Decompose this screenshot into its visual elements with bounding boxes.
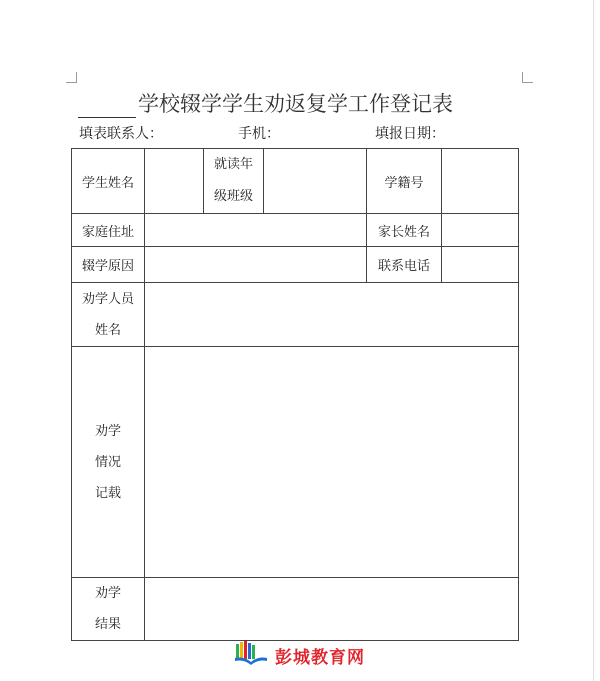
table-row	[72, 149, 519, 214]
open-book-icon	[233, 640, 269, 670]
crop-mark-top-left	[66, 72, 77, 83]
table-row	[72, 283, 519, 347]
record-label-line1: 劝学	[94, 423, 121, 439]
form-title-text: 学校辍学学生劝返复学工作登记表	[138, 92, 453, 116]
dropout-reason-field[interactable]	[145, 247, 367, 283]
result-label	[72, 578, 145, 641]
student-id-field[interactable]	[442, 149, 519, 214]
contact-phone-field[interactable]	[442, 247, 519, 283]
phone-label: 手机：	[238, 126, 280, 142]
dropout-reason-label: 辍学原因	[72, 247, 145, 283]
table-row	[72, 578, 519, 641]
class-field[interactable]	[264, 149, 367, 214]
parent-name-label: 家长姓名	[367, 214, 442, 247]
logo-text: 彭城教育网	[275, 647, 365, 668]
address-label: 家庭住址	[72, 214, 145, 247]
parent-name-field[interactable]	[442, 214, 519, 247]
class-label	[204, 149, 264, 214]
class-label-line2: 级班级	[213, 189, 253, 204]
table-row	[72, 214, 519, 247]
result-field[interactable]	[145, 578, 519, 641]
result-label-line2: 结果	[94, 617, 121, 632]
student-id-label: 学籍号	[367, 149, 442, 214]
record-label	[72, 347, 145, 578]
result-label-line1: 劝学	[94, 586, 121, 601]
school-name-blank[interactable]	[78, 95, 136, 118]
contact-phone-label: 联系电话	[367, 247, 442, 283]
student-name-label: 学生姓名	[72, 149, 145, 214]
staff-name-label	[72, 283, 145, 347]
staff-label-line2: 姓名	[94, 322, 121, 338]
crop-mark-top-right	[522, 72, 533, 83]
record-label-line2: 情况	[94, 454, 121, 470]
address-field[interactable]	[145, 214, 367, 247]
record-field[interactable]	[145, 347, 519, 578]
date-label: 填报日期：	[375, 126, 445, 142]
contact-person-label: 填表联系人：	[79, 126, 163, 142]
staff-label-line1: 劝学人员	[81, 291, 134, 307]
site-logo[interactable]	[233, 641, 365, 669]
table-row	[72, 347, 519, 578]
table-row	[72, 247, 519, 283]
form-title	[78, 88, 453, 118]
page-edge	[593, 0, 594, 681]
class-label-line1: 就读年	[213, 157, 253, 172]
registration-table	[71, 148, 519, 641]
student-name-field[interactable]	[145, 149, 204, 214]
record-label-line3: 记载	[94, 485, 121, 501]
staff-name-field[interactable]	[145, 283, 519, 347]
